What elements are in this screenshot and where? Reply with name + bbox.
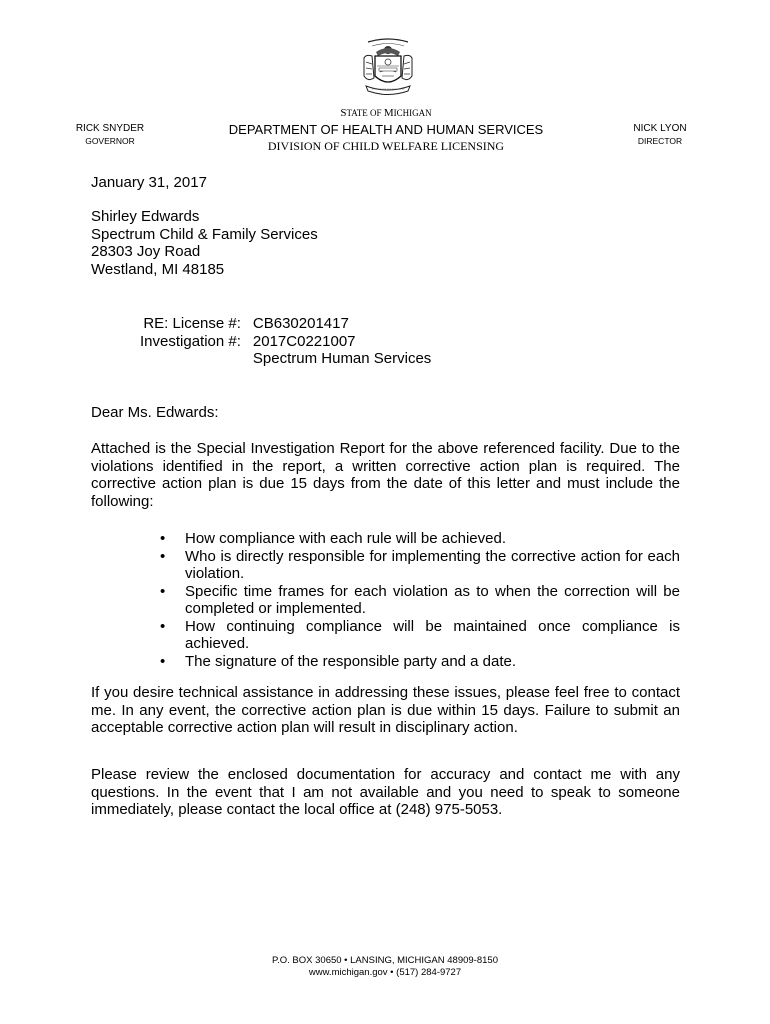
state-initial-s: S <box>340 107 347 119</box>
list-item <box>155 548 680 583</box>
investigation-number: 2017C0221007 <box>252 332 356 350</box>
salutation: Dear Ms. Edwards: <box>91 404 219 421</box>
paragraph-intro: Attached is the Special Investigation Report for the above referenced facility. Due to the violations identified in the report, a written corrective action plan is required. The corrective action plan is due 15 days from the date of this letter and must include the following: <box>91 440 680 510</box>
division-name: DIVISION OF CHILD WELFARE LICENSING <box>267 139 505 153</box>
governor-name: RICK SNYDER <box>75 123 145 134</box>
paragraph-assistance: If you desire technical assistance in addressing these issues, please feel free to contact me. In any event, the corrective action plan is due within 15 days. Failure to submit an acceptable corrective action plan will result in disciplinary action. <box>91 684 680 736</box>
bullet-icon: • <box>160 582 166 600</box>
director-block <box>612 122 708 148</box>
license-number: CB630201417 <box>252 315 349 332</box>
list-item-text: Who is directly responsible for implementing the corrective action for each violation. <box>185 547 680 582</box>
reference-block <box>140 315 431 368</box>
department-name: DEPARTMENT OF HEALTH AND HUMAN SERVICES <box>228 122 544 137</box>
bullet-icon: • <box>160 530 166 547</box>
recipient-name: Shirley Edwards <box>91 208 200 225</box>
list-item-text: How continuing compliance will be maintained once compliance is achieved. <box>185 617 680 652</box>
investigation-label: Investigation #: <box>140 332 241 350</box>
bullet-icon: • <box>160 617 166 635</box>
michigan-state-seal-icon <box>358 38 418 100</box>
list-item-text: How compliance with each rule will be achieved. <box>185 530 506 547</box>
state-word-tate-of: TATE OF <box>346 108 384 118</box>
governor-title: GOVERNOR <box>85 136 135 146</box>
license-label: RE: License #: <box>143 315 241 332</box>
letter-date: January 31, 2017 <box>91 174 207 191</box>
footer-contact: www.michigan.gov • (517) 284-9727 <box>308 967 462 978</box>
list-item <box>155 530 680 548</box>
footer-address: P.O. BOX 30650 • LANSING, MICHIGAN 48909-8150 <box>272 955 498 966</box>
director-name: NICK LYON <box>633 123 687 134</box>
state-word-ichigan: ICHIGAN <box>393 108 432 118</box>
director-title: DIRECTOR <box>637 136 683 146</box>
list-item <box>155 583 680 618</box>
recipient-organization: Spectrum Child & Family Services <box>91 225 318 243</box>
facility-name: Spectrum Human Services <box>252 350 432 367</box>
state-name <box>196 106 576 120</box>
bullet-icon: • <box>160 652 166 670</box>
footer <box>0 955 770 979</box>
bullet-icon: • <box>160 547 166 565</box>
list-item <box>155 653 680 671</box>
state-initial-m: M <box>383 107 394 119</box>
governor-block <box>62 122 158 148</box>
list-item <box>155 618 680 653</box>
recipient-address <box>91 208 318 278</box>
recipient-street: 28303 Joy Road <box>91 243 201 260</box>
letterhead <box>196 106 576 154</box>
paragraph-contact: Please review the enclosed documentation for accuracy and contact me with any questions. In the event that I am not available and you need to speak to someone immediately, please contact the local office at (248) 975-5053. <box>91 766 680 818</box>
list-item-text: Specific time frames for each violation as to when the correction will be completed or implemented. <box>185 582 680 617</box>
recipient-city: Westland, MI 48185 <box>91 260 225 278</box>
requirements-list <box>155 530 680 670</box>
list-item-text: The signature of the responsible party and a date. <box>185 652 517 670</box>
